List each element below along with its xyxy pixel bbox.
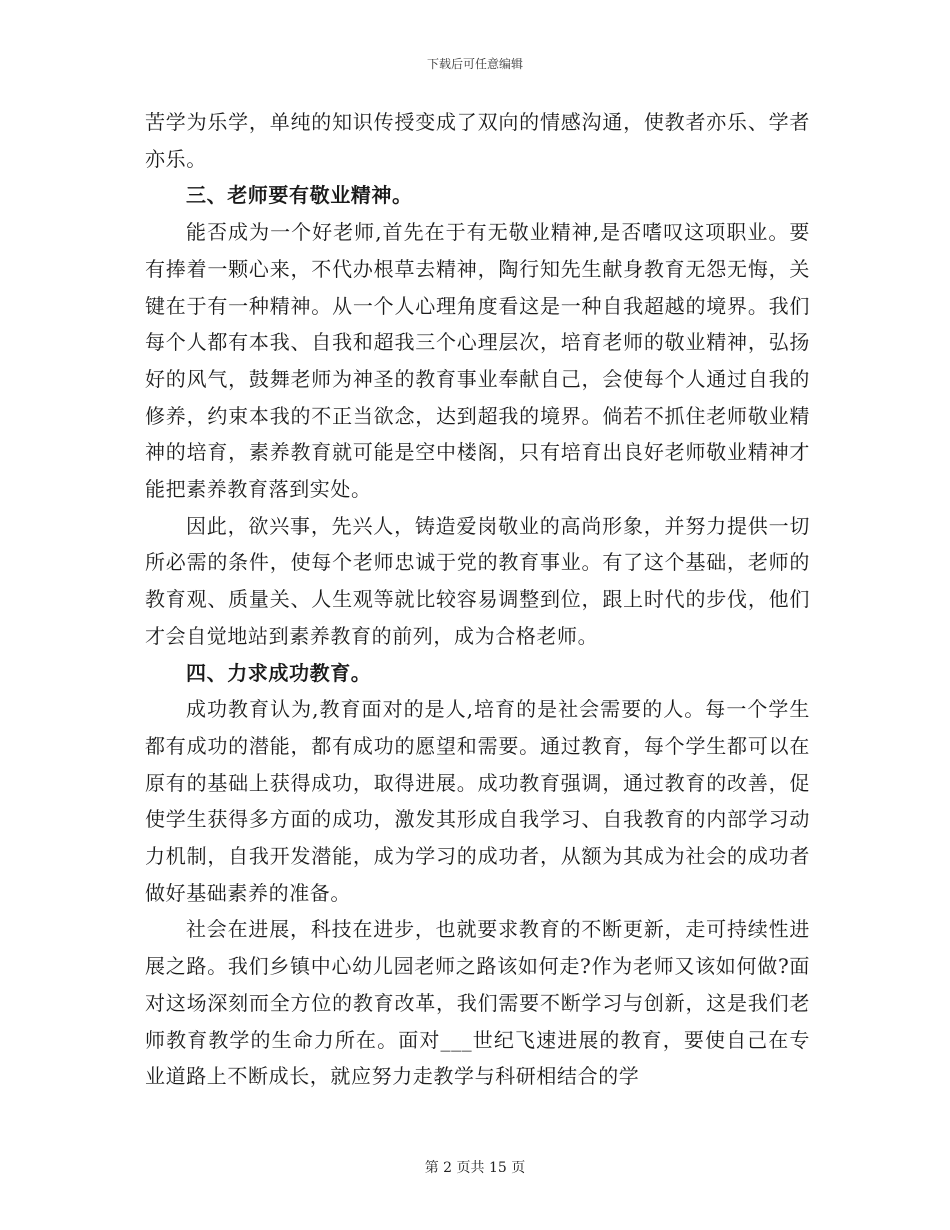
section-heading-3: 三、老师要有敬业精神。 — [186, 183, 413, 208]
paragraph-continuation: 苦学为乐学，单纯的知识传授变成了双向的情感沟通，使教者亦乐、学者亦乐。 — [145, 110, 810, 171]
page-number: 第 2 页共 15 页 — [424, 1160, 526, 1176]
header-edit-note: 下载后可任意编辑 — [426, 57, 523, 71]
paragraph-society-progress: 社会在进展，科技在进步，也就要求教育的不断更新，走可持续性进展之路。我们乡镇中心幼儿园老师之路该如何走?作为老师又该如何做?面对这场深刻而全方位的教育改革，我们需要不断学习与创新，这是我们老师教育教学的生命力所在。面对___世纪飞速进展的教育，要使自己在专业道路上不断成长，就应努力走教学与科研相结合的学 — [145, 917, 810, 1089]
paragraph-therefore: 因此，欲兴事，先兴人，铸造爱岗敬业的高尚形象，并努力提供一切所必需的条件，使每个老师忠诚于党的教育事业。有了这个基础，老师的教育观、质量关、人生观等就比较容易调整到位，跟上时代的步伐，他们才会自觉地站到素养教育的前列，成为合格老师。 — [145, 513, 810, 648]
document-body — [145, 104, 810, 1095]
paragraph-dedication: 能否成为一个好老师,首先在于有无敬业精神,是否嗜叹这项职业。要有捧着一颗心来，不代办根草去精神，陶行知先生献身教育无怨无悔，关键在于有一种精神。从一个人心理角度看这是一种自我超越的境界。我们每个人都有本我、自我和超我三个心理层次，培育老师的敬业精神，弘扬好的风气，鼓舞老师为神圣的教育事业奉献自己，会使每个人通过自我的修养，约束本我的不正当欲念，达到超我的境界。倘若不抓住老师敬业精神的培育，素养教育就可能是空中楼阁，只有培育出良好老师敬业精神才能把素养教育落到实处。 — [145, 220, 810, 502]
section-heading-4: 四、力求成功教育。 — [186, 660, 372, 685]
paragraph-success-education: 成功教育认为,教育面对的是人,培育的是社会需要的人。每一个学生都有成功的潜能，都有成功的愿望和需要。通过教育，每个学生都可以在原有的基础上获得成功，取得进展。成功教育强调，通过教育的改善，促使学生获得多方面的成功，激发其形成自我学习、自我教育的内部学习动力机制，自我开发潜能，成为学习的成功者，从额为其成为社会的成功者做好基础素养的准备。 — [145, 697, 810, 905]
